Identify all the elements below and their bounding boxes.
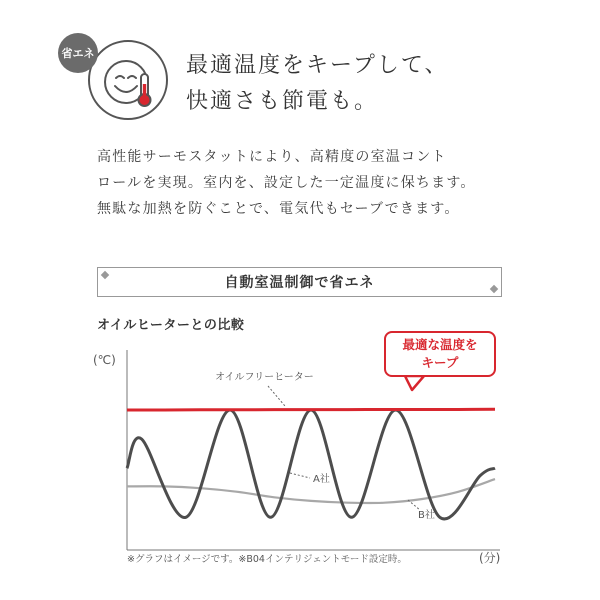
description-line-3: 無駄な加熱を防ぐことで、電気代もセーブできます。 [97, 201, 460, 217]
callout-box [384, 331, 496, 377]
callout-line-2: キープ [421, 355, 459, 370]
description-line-1: 高性能サーモスタットにより、高精度の室温コント [97, 149, 447, 165]
chart-footnote: ※グラフはイメージです。※B04インテリジェントモード設定時。 [127, 554, 407, 565]
series-oil-free-line [127, 409, 495, 410]
callout-pointer [405, 376, 424, 390]
series-b-label: B社 [418, 510, 435, 521]
smiling-face-thermometer-icon [88, 40, 168, 120]
series-a-leader [290, 473, 310, 478]
description-line-2: ロールを実現。室内を、設定した一定温度に保ちます。 [97, 175, 476, 191]
headline-line-2: 快適さも節電も。 [186, 89, 379, 114]
series-oil-free-leader [268, 386, 285, 406]
series-b-line [127, 479, 495, 503]
series-a-label: A社 [313, 474, 330, 485]
temperature-chart [0, 330, 600, 600]
headline [186, 48, 448, 120]
series-a-line [127, 410, 495, 519]
series-oil-free-label: オイルフリーヒーター [215, 372, 314, 383]
eco-badge: 省エネ [58, 33, 98, 73]
description [97, 144, 476, 222]
callout-line-1: 最適な温度を [402, 337, 478, 352]
y-unit-label: (℃) [93, 353, 116, 367]
comparison-label: オイルヒーターとの比較 [97, 318, 245, 333]
section-title: 自動室温制御で省エネ [97, 267, 502, 297]
x-unit-label: (分) [479, 551, 501, 565]
headline-line-1: 最適温度をキープして、 [186, 53, 449, 78]
